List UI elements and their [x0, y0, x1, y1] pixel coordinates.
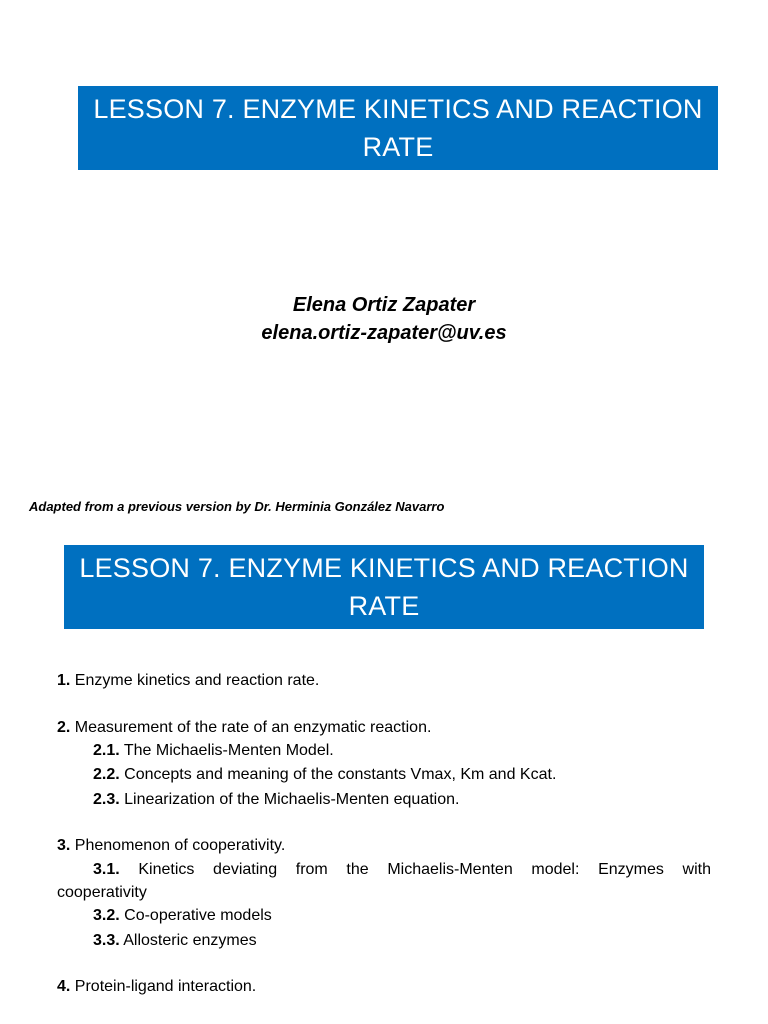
- item-number: 2.: [57, 719, 71, 736]
- outline-item-1: [57, 671, 319, 691]
- item-text: Co-operative models: [124, 907, 272, 924]
- outline-item-2-3: [93, 790, 459, 810]
- outline-item-3-2: [93, 906, 272, 926]
- item-text: Enzyme kinetics and reaction rate.: [74, 672, 320, 689]
- outline-item-2-2: [93, 765, 556, 785]
- item-text: Concepts and meaning of the constants Vmax, Km and Kcat.: [124, 766, 557, 783]
- outline-item-2: [57, 718, 431, 738]
- item-text: Protein-ligand interaction.: [74, 978, 257, 995]
- outline-item-3-1-continuation: cooperativity: [57, 884, 147, 901]
- item-number: 2.3.: [93, 791, 120, 808]
- author-name: Elena Ortiz Zapater: [292, 294, 476, 316]
- author-email: elena.ortiz-zapater@uv.es: [261, 322, 507, 344]
- item-number: 3.3.: [93, 932, 120, 949]
- item-number: 4.: [57, 978, 71, 995]
- lesson-title-text: LESSON 7. ENZYME KINETICS AND REACTION RATE: [93, 94, 703, 162]
- outline-item-3-1: [93, 860, 711, 880]
- outline-item-3-3: [93, 931, 257, 951]
- item-number: 1.: [57, 672, 71, 689]
- lesson-title-banner: [78, 86, 718, 170]
- item-text: Phenomenon of cooperativity.: [74, 837, 286, 854]
- item-text: Measurement of the rate of an enzymatic reaction.: [74, 719, 432, 736]
- item-number: 2.2.: [93, 766, 120, 783]
- outline-item-2-1: [93, 741, 334, 761]
- item-number: 3.: [57, 837, 71, 854]
- item-number: 3.2.: [93, 907, 120, 924]
- item-text: Kinetics deviating from the Michaelis-Menten model: Enzymes with: [138, 861, 711, 878]
- outline-title-banner: [64, 545, 704, 629]
- credit-line: Adapted from a previous version by Dr. Herminia González Navarro: [29, 499, 445, 514]
- item-text: The Michaelis-Menten Model.: [123, 742, 334, 759]
- item-number: 3.1.: [93, 861, 120, 878]
- outline-title-text: LESSON 7. ENZYME KINETICS AND REACTION RATE: [79, 553, 689, 621]
- item-number: 2.1.: [93, 742, 120, 759]
- outline-item-4: [57, 977, 256, 997]
- item-text: Linearization of the Michaelis-Menten equation.: [124, 791, 460, 808]
- outline-item-3: [57, 836, 285, 856]
- item-text: Allosteric enzymes: [123, 932, 257, 949]
